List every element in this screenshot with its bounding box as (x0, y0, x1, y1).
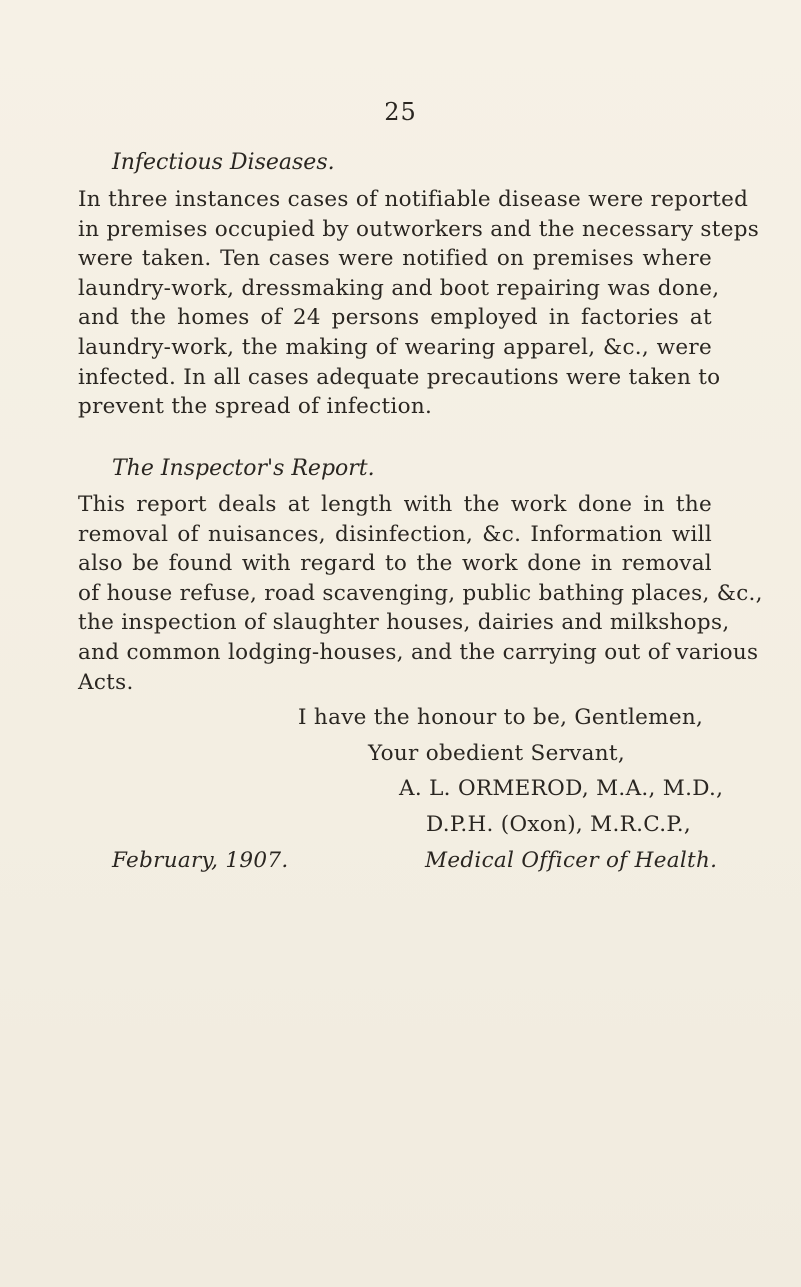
paragraph-line: also be found with regard to the work done in removal (78, 551, 712, 577)
section-heading-inspectors-report: The Inspector's Report. (112, 456, 375, 481)
paragraph-line: were taken. Ten cases were notified on premises where (78, 246, 712, 272)
paragraph-line: laundry-work, the making of wearing apparel, &c., were (78, 334, 712, 360)
signatory-name: A. L. ORMEROD, M.A., M.D., (399, 776, 724, 801)
paragraph-line: and common lodging-houses, and the carrying out of various (78, 639, 759, 665)
paragraph-line: laundry-work, dressmaking and boot repairing was done, (78, 275, 720, 301)
paragraph-line: In three instances cases of notifiable disease were reported (78, 187, 749, 212)
paragraph-line: in premises occupied by outworkers and the necessary steps (78, 216, 760, 242)
paragraph-line: removal of nuisances, disinfection, &c. Information will (78, 521, 712, 547)
page-number: 25 (384, 98, 417, 126)
paragraph-line: This report deals at length with the work done in the (78, 492, 712, 517)
paragraph-line: infected. In all cases adequate precautions were taken to (78, 364, 721, 390)
paragraph-line: the inspection of slaughter houses, dairies and milkshops, (78, 610, 730, 636)
paragraph-infectious-diseases (78, 185, 760, 422)
paragraph-line: and the homes of 24 persons employed in factories at (78, 305, 712, 331)
paragraph-line: prevent the spread of infection. (78, 394, 433, 420)
paragraph-line: of house refuse, road scavenging, public bathing places, &c., (78, 580, 763, 606)
signatory-title: Medical Officer of Health. (425, 848, 718, 873)
closing-servant: Your obedient Servant, (368, 741, 625, 766)
section-heading-infectious-diseases: Infectious Diseases. (112, 150, 335, 175)
signatory-credentials: D.P.H. (Oxon), M.R.C.P., (426, 812, 692, 837)
paragraph-line: Acts. (78, 669, 134, 695)
letter-date: February, 1907. (112, 848, 289, 873)
paragraph-inspectors-report (78, 490, 763, 697)
closing-salutation: I have the honour to be, Gentlemen, (298, 705, 704, 730)
